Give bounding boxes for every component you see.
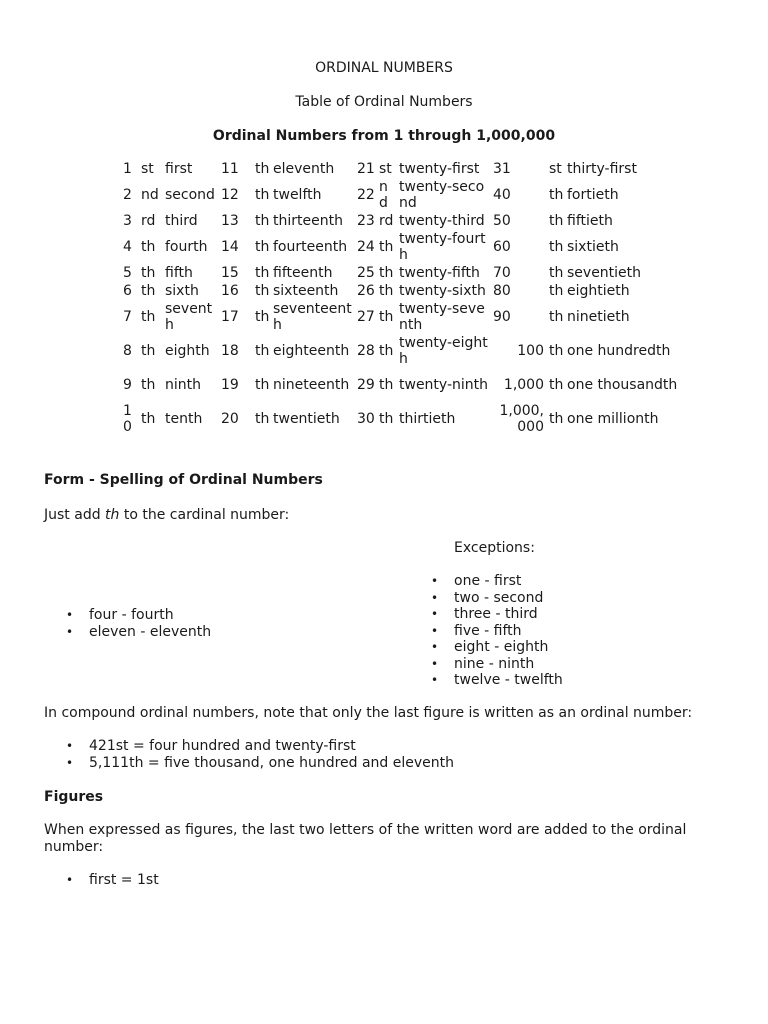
table-cell-suffix: th [549,187,564,203]
table-cell-word: first [165,161,193,177]
table-cell-num: 15 [221,265,239,281]
list-item-text: eight - eighth [454,639,549,655]
bullet-icon: • [66,624,74,639]
table-cell-num: 19 [221,377,239,393]
just-add-before: Just add [44,507,106,523]
table-cell-num: 1,000 [503,377,544,393]
table-cell-word: twenty-seventh [399,301,485,333]
bullet-icon: • [431,607,439,621]
table-row [120,300,694,334]
table-row [120,264,694,282]
table-cell-word: fourth [165,239,208,255]
table-cell-num: 12 [221,187,239,203]
table-cell-num: 3 [123,213,132,229]
table-cell-suffix: th [141,377,156,393]
table-cell-word: ninth [165,377,201,393]
list-item [431,639,563,656]
table-cell-word: sixtieth [567,239,619,255]
table-cell-word: twenty-fourth [399,231,486,263]
table-cell-word: twenty-fifth [399,265,480,281]
table-cell-num: 4 [123,239,132,255]
table-cell-word: eleventh [273,161,335,177]
list-item-text: nine - ninth [454,655,535,672]
table-cell-num: 20 [221,411,239,427]
table-cell-suffix: rd [379,213,394,229]
exceptions-list [431,573,563,689]
bullet-icon: • [431,656,439,671]
bullet-icon: • [66,739,74,753]
list-item [431,672,563,689]
bullet-icon: • [431,574,439,588]
table-cell-suffix: th [255,187,270,203]
table-cell-num: 8 [123,343,132,359]
table-cell-word: second [165,187,215,203]
table-cell-word: fifteenth [273,265,333,281]
table-cell-word: one millionth [567,411,659,427]
table-cell-num: 16 [221,283,239,299]
list-item [431,655,563,673]
list-item [431,573,563,590]
table-cell-suffix: st [549,161,562,177]
table-cell-suffix: th [379,411,394,427]
compound-examples-list [66,738,455,771]
table-cell-suffix: th [379,343,394,359]
table-row [120,178,694,212]
table-cell-suffix: th [141,343,156,359]
table-cell-num: 31 [493,161,511,177]
table-cell-word: thirty-first [567,161,637,177]
table-cell-num: 24 [357,239,375,255]
table-row [120,212,694,230]
table-cell-word: seventieth [567,265,642,281]
list-item-text: first = 1st [89,872,159,888]
table-cell-suffix: th [141,283,156,299]
table-cell-word: seventh [165,301,213,333]
table-row [120,368,694,402]
table-row [120,334,694,368]
ordinal-table-body [120,160,694,436]
list-item-text: eleven - eleventh [89,623,212,640]
table-cell-suffix: st [379,161,392,177]
table-cell-word: fortieth [567,187,619,203]
document-title: ORDINAL NUMBERS [315,60,453,76]
figures-heading: Figures [44,789,104,805]
table-cell-suffix: th [379,377,394,393]
table-cell-suffix: nd [379,179,388,211]
list-item-text: twelve - twelfth [454,672,563,688]
figures-paragraph: When expressed as figures, the last two letters of the written word are added to the ordinal number: [44,822,687,855]
table-cell-word: nineteenth [273,377,350,393]
list-item [431,606,563,623]
table-heading: Ordinal Numbers from 1 through 1,000,000 [212,128,556,144]
table-cell-suffix: th [255,283,270,299]
table-cell-word: eightieth [567,283,630,299]
list-item [66,623,212,641]
list-item-text: two - second [454,589,544,606]
table-cell-suffix: th [255,411,270,427]
bullet-icon: • [431,590,439,605]
table-cell-suffix: st [141,161,154,177]
table-cell-suffix: th [549,343,564,359]
list-item [66,607,211,624]
list-item-text: four - fourth [89,607,174,623]
table-cell-word: ninetieth [567,309,630,325]
table-cell-suffix: th [379,283,394,299]
table-cell-word: one thousandth [567,377,678,393]
table-cell-suffix: th [255,377,270,393]
table-cell-suffix: th [379,309,394,325]
table-row [120,402,694,436]
table-cell-num: 80 [493,283,511,299]
table-cell-num: 10 [123,403,132,435]
compound-paragraph: In compound ordinal numbers, note that only the last figure is written as an ordinal number: [44,705,693,721]
table-cell-suffix: th [141,411,156,427]
table-cell-num: 11 [221,161,239,177]
table-cell-suffix: th [255,265,270,281]
figures-examples-list [66,872,159,889]
table-cell-suffix: th [549,411,564,427]
table-cell-suffix: th [255,239,270,255]
table-cell-word: one hundredth [567,343,671,359]
table-cell-suffix: th [549,283,564,299]
bullet-icon: • [431,673,439,687]
table-cell-suffix: th [549,265,564,281]
table-cell-word: twelfth [273,187,322,203]
list-item-text: one - first [454,573,522,589]
table-cell-suffix: th [141,309,156,325]
table-cell-word: twenty-third [399,213,485,229]
table-cell-num: 7 [123,309,132,325]
table-cell-num: 70 [493,265,511,281]
table-row [120,160,694,178]
form-heading: Form - Spelling of Ordinal Numbers [44,472,323,488]
table-cell-suffix: rd [141,213,156,229]
table-cell-num: 27 [357,309,375,325]
table-cell-word: eighth [165,343,210,359]
table-cell-word: twenty-second [399,179,485,211]
table-cell-word: sixteenth [273,283,339,299]
table-cell-num: 50 [493,213,511,229]
table-cell-num: 2 [123,187,132,203]
table-cell-num: 14 [221,239,239,255]
table-cell-num: 18 [221,343,239,359]
table-cell-num: 90 [493,309,511,325]
table-cell-suffix: th [255,213,270,229]
table-cell-word: thirtieth [399,411,456,427]
table-cell-suffix: th [141,239,156,255]
table-row [120,282,694,300]
table-cell-suffix: th [141,265,156,281]
table-cell-num: 30 [357,411,375,427]
bullet-icon: • [66,873,74,887]
table-cell-num: 29 [357,377,375,393]
table-cell-suffix: th [549,239,564,255]
table-cell-word: twenty-eighth [399,335,488,367]
table-cell-suffix: th [549,377,564,393]
table-cell-suffix: nd [141,187,159,203]
ordinal-table [120,160,694,436]
list-item-text: three - third [454,606,538,622]
table-cell-suffix: th [255,161,270,177]
regular-examples-list [66,607,212,640]
list-item [66,738,454,755]
table-cell-suffix: th [379,239,394,255]
table-cell-word: tenth [165,411,203,427]
table-cell-num: 6 [123,283,132,299]
table-cell-word: fourteenth [273,239,348,255]
table-cell-num: 5 [123,265,132,281]
list-item [66,754,455,772]
bullet-icon: • [431,623,439,638]
table-cell-num: 23 [357,213,375,229]
table-cell-suffix: th [549,213,564,229]
bullet-icon: • [431,640,439,654]
table-cell-num: 17 [221,309,239,325]
table-row [120,230,694,264]
table-cell-num: 40 [493,187,511,203]
list-item-text: five - fifth [454,622,522,639]
table-cell-num: 1 [123,161,132,177]
just-add-em: th [105,507,120,523]
table-cell-suffix: th [255,309,270,325]
just-add-paragraph [44,507,289,523]
list-item-text: 421st = four hundred and twenty-first [89,738,356,754]
bullet-icon: • [66,608,74,622]
table-cell-word: twenty-first [399,161,480,177]
document-subtitle: Table of Ordinal Numbers [295,94,473,110]
exceptions-label: Exceptions: [454,540,535,556]
table-cell-num: 9 [123,377,132,393]
table-cell-word: fiftieth [567,213,613,229]
list-item [66,872,159,889]
list-item-text: 5,111th = five thousand, one hundred and eleventh [89,754,455,771]
table-cell-word: twentieth [273,411,340,427]
table-cell-num: 28 [357,343,375,359]
table-cell-num: 21 [357,161,375,177]
table-cell-word: sixth [165,283,199,299]
table-cell-num: 1,000,000 [499,403,544,435]
table-cell-word: fifth [165,265,193,281]
table-cell-suffix: th [379,265,394,281]
table-cell-word: seventeenth [273,301,352,333]
list-item [431,622,563,640]
table-cell-num: 22 [357,187,375,203]
table-cell-num: 13 [221,213,239,229]
table-cell-suffix: th [255,343,270,359]
table-cell-suffix: th [549,309,564,325]
table-cell-num: 60 [493,239,511,255]
list-item [431,589,563,607]
table-cell-word: twenty-ninth [399,377,489,393]
table-cell-word: third [165,213,198,229]
table-cell-word: twenty-sixth [399,283,486,299]
table-cell-num: 25 [357,265,375,281]
bullet-icon: • [66,755,74,770]
table-cell-word: thirteenth [273,213,343,229]
table-cell-num: 26 [357,283,375,299]
table-cell-num: 100 [517,343,544,359]
table-cell-word: eighteenth [273,343,350,359]
just-add-after: to the cardinal number: [119,507,290,523]
